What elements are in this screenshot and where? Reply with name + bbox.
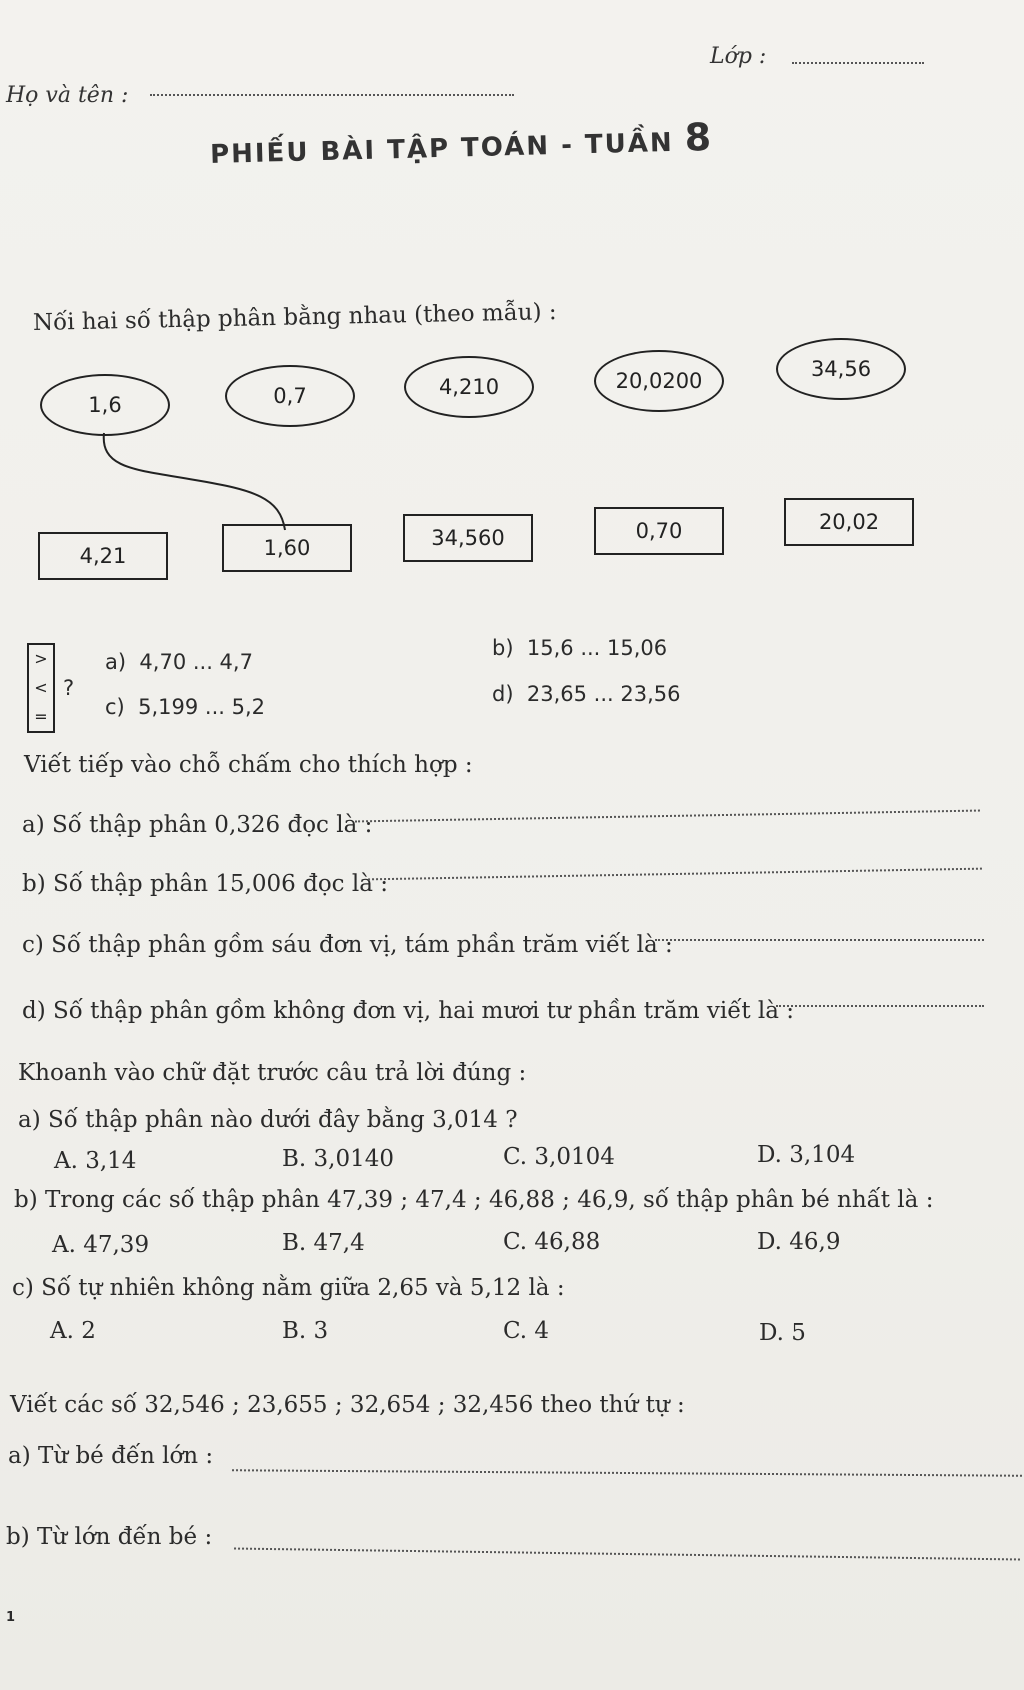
oval-3-value: 4,210 bbox=[438, 375, 500, 399]
box-2-value: 1,60 bbox=[263, 536, 311, 560]
exercise4-instruction: Khoanh vào chữ đặt trước câu trả lời đúng : bbox=[18, 1060, 527, 1086]
greater-sign: > bbox=[34, 649, 48, 668]
class-label: Lớp : bbox=[710, 44, 767, 69]
mcq-c-option-b[interactable]: B. 3 bbox=[282, 1318, 329, 1344]
title-text: PHIẾU BÀI TẬP TOÁN - TUẦN bbox=[209, 127, 675, 170]
mcq-a-option-b[interactable]: B. 3,0140 bbox=[282, 1146, 395, 1172]
mcq-b-option-a[interactable]: A. 47,39 bbox=[52, 1232, 150, 1258]
mcq-a-option-c[interactable]: C. 3,0104 bbox=[503, 1144, 615, 1170]
fill-item-a: a) Số thập phân 0,326 đọc là : bbox=[22, 812, 373, 838]
mcq-c-question: c) Số tự nhiên không nằm giữa 2,65 và 5,12 là : bbox=[12, 1275, 565, 1301]
oval-2-value: 0,7 bbox=[273, 384, 307, 408]
mcq-a-option-a[interactable]: A. 3,14 bbox=[54, 1148, 137, 1174]
equal-sign: = bbox=[34, 707, 48, 726]
mcq-b-question: b) Trong các số thập phân 47,39 ; 47,4 ; 46,88 ; 46,9, số thập phân bé nhất là : bbox=[14, 1187, 934, 1213]
box-1-value: 4,21 bbox=[79, 544, 127, 568]
compare-d-label: d) bbox=[492, 682, 514, 706]
fill-line-c[interactable] bbox=[655, 939, 984, 941]
oval-5-value: 34,56 bbox=[810, 357, 872, 381]
oval-1-value: 1,6 bbox=[88, 393, 122, 417]
order-item-a: a) Từ bé đến lớn : bbox=[8, 1443, 214, 1469]
comparison-signs-box bbox=[27, 643, 55, 733]
compare-a bbox=[105, 650, 253, 674]
box-2[interactable] bbox=[222, 524, 352, 572]
box-3[interactable] bbox=[403, 514, 533, 562]
mcq-a-question: a) Số thập phân nào dưới đây bằng 3,014 ? bbox=[18, 1107, 518, 1133]
mcq-c-option-d[interactable]: D. 5 bbox=[759, 1320, 806, 1346]
oval-4-value: 20,0200 bbox=[615, 369, 703, 393]
compare-d bbox=[492, 682, 681, 706]
name-label: Họ và tên : bbox=[6, 83, 129, 108]
box-5-value: 20,02 bbox=[818, 510, 880, 534]
compare-b bbox=[492, 636, 667, 660]
connector-path bbox=[104, 433, 285, 530]
mcq-b-option-d[interactable]: D. 46,9 bbox=[757, 1229, 841, 1255]
mcq-a-option-d[interactable]: D. 3,104 bbox=[757, 1142, 856, 1168]
exercise1-instruction: Nối hai số thập phân bằng nhau (theo mẫu) : bbox=[32, 299, 557, 336]
box-3-value: 34,560 bbox=[431, 526, 505, 550]
less-sign: < bbox=[34, 678, 48, 697]
box-4-value: 0,70 bbox=[635, 519, 683, 543]
compare-b-label: b) bbox=[492, 636, 514, 660]
order-item-b: b) Từ lớn đến bé : bbox=[6, 1524, 213, 1550]
mcq-b-option-b[interactable]: B. 47,4 bbox=[282, 1230, 365, 1256]
mcq-b-option-c[interactable]: C. 46,88 bbox=[503, 1229, 601, 1255]
compare-a-text: 4,70 ... 4,7 bbox=[139, 650, 253, 674]
box-5[interactable] bbox=[784, 498, 914, 546]
fill-item-b: b) Số thập phân 15,006 đọc là : bbox=[22, 871, 389, 897]
exercise5-instruction: Viết các số 32,546 ; 23,655 ; 32,654 ; 32,456 theo thứ tự : bbox=[10, 1392, 685, 1418]
compare-c bbox=[105, 695, 265, 719]
compare-c-text: 5,199 ... 5,2 bbox=[138, 695, 266, 719]
question-mark: ? bbox=[63, 676, 75, 700]
mcq-c-option-a[interactable]: A. 2 bbox=[50, 1318, 96, 1344]
fill-line-d[interactable] bbox=[776, 1005, 984, 1007]
fill-item-d: d) Số thập phân gồm không đơn vị, hai mươi tư phần trăm viết là : bbox=[22, 998, 795, 1024]
box-1[interactable] bbox=[38, 532, 168, 580]
compare-c-label: c) bbox=[105, 695, 125, 719]
exercise3-instruction: Viết tiếp vào chỗ chấm cho thích hợp : bbox=[24, 752, 473, 778]
box-4[interactable] bbox=[594, 507, 724, 555]
fill-item-c: c) Số thập phân gồm sáu đơn vị, tám phần trăm viết là : bbox=[22, 932, 673, 958]
page-number: 1 bbox=[6, 1610, 16, 1625]
compare-d-text: 23,65 ... 23,56 bbox=[526, 682, 681, 706]
week-number: 8 bbox=[684, 114, 714, 160]
compare-a-label: a) bbox=[105, 650, 127, 674]
mcq-c-option-c[interactable]: C. 4 bbox=[503, 1318, 550, 1344]
compare-b-text: 15,6 ... 15,06 bbox=[526, 636, 668, 660]
